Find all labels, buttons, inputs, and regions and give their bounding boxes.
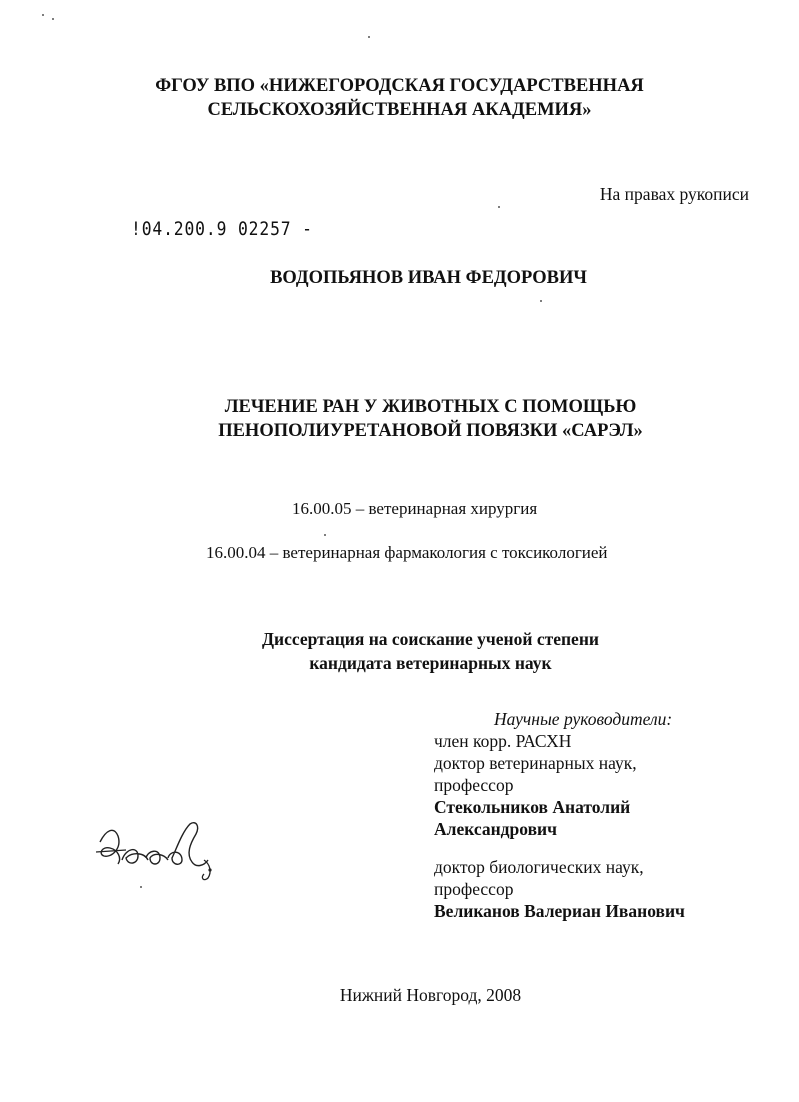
city-year: Нижний Новгород, 2008 bbox=[339, 985, 522, 1005]
degree-line-1: Диссертация на соискание ученой степени bbox=[262, 629, 599, 649]
title-line-2: ПЕНОПОЛИУРЕТАНОВОЙ ПОВЯЗКИ «САРЭЛ» bbox=[218, 421, 643, 441]
supervisor-1-title: профессор bbox=[434, 775, 514, 795]
rights-note: На правах рукописи bbox=[599, 184, 749, 204]
degree-line-2: кандидата ветеринарных наук bbox=[309, 653, 552, 673]
institution-line-2: СЕЛЬСКОХОЗЯЙСТВЕННАЯ АКАДЕМИЯ» bbox=[207, 100, 592, 120]
supervisor-2-title: профессор bbox=[434, 879, 514, 899]
scan-speck bbox=[540, 300, 542, 302]
supervisors-label: Научные руководители: bbox=[494, 709, 673, 729]
supervisors-block bbox=[434, 708, 774, 922]
scan-speck bbox=[368, 36, 370, 38]
specialty-2: 16.00.04 – ветеринарная фармакология с токсикологией bbox=[206, 543, 608, 562]
supervisor-1-name-line-1: Стекольников Анатолий bbox=[434, 797, 631, 817]
degree-statement bbox=[0, 627, 799, 675]
specialty-1: 16.00.05 – ветеринарная хирургия bbox=[292, 499, 538, 518]
scan-speck bbox=[140, 886, 142, 888]
institution-header bbox=[0, 74, 799, 122]
supervisor-1-degree: доктор ветеринарных наук, bbox=[434, 753, 637, 773]
scan-speck bbox=[324, 534, 326, 536]
scan-speck bbox=[42, 14, 44, 16]
scan-speck bbox=[498, 206, 500, 208]
supervisor-1-rank: член корр. РАСХН bbox=[434, 731, 572, 751]
author-name: ВОДОПЬЯНОВ ИВАН ФЕДОРОВИЧ bbox=[270, 268, 587, 288]
supervisor-2-degree: доктор биологических наук, bbox=[434, 857, 644, 877]
institution-line-1: ФГОУ ВПО «НИЖЕГОРОДСКАЯ ГОСУДАРСТВЕННАЯ bbox=[155, 76, 644, 96]
scan-speck bbox=[52, 18, 54, 20]
supervisor-1-name-line-2: Александрович bbox=[434, 819, 557, 839]
dissertation-title bbox=[0, 395, 799, 443]
supervisor-2-name: Великанов Валериан Иванович bbox=[434, 901, 685, 921]
title-line-1: ЛЕЧЕНИЕ РАН У ЖИВОТНЫХ С ПОМОЩЬЮ bbox=[224, 397, 637, 417]
author-signature bbox=[92, 812, 232, 884]
library-stamp-number: !04.200.9 02257 - bbox=[131, 218, 313, 240]
